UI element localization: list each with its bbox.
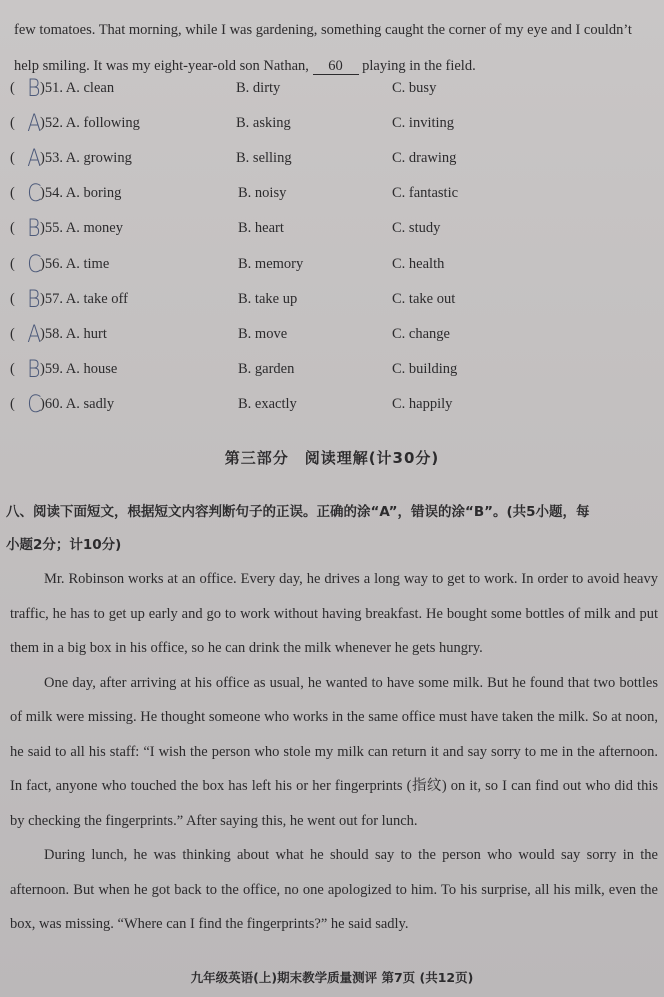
option-a: )58. A. hurt bbox=[40, 326, 107, 342]
option-c: C. drawing bbox=[392, 150, 457, 166]
open-paren: ( bbox=[10, 220, 15, 236]
option-b: B. garden bbox=[238, 361, 295, 377]
intro-line-2-tail: playing in the field. bbox=[362, 58, 476, 74]
question-row bbox=[10, 74, 656, 104]
intro-line-1: few tomatoes. That morning, while I was gardening, something caught the corner of my eye and I couldn’t bbox=[14, 22, 632, 38]
handwritten-answer: B bbox=[27, 74, 41, 102]
handwritten-answer: B bbox=[27, 285, 41, 313]
option-a: )55. A. money bbox=[40, 220, 123, 236]
option-a: )60. A. sadly bbox=[40, 396, 115, 412]
intro-line-2 bbox=[14, 58, 656, 75]
question-row bbox=[10, 109, 656, 139]
option-b: B. selling bbox=[236, 150, 292, 166]
open-paren: ( bbox=[10, 396, 15, 412]
intro-line-2-text: help smiling. It was my eight-year-old son Nathan, bbox=[14, 58, 309, 74]
option-a: )56. A. time bbox=[40, 256, 110, 272]
option-c: C. happily bbox=[392, 396, 453, 412]
question-row bbox=[10, 214, 656, 244]
option-c: C. inviting bbox=[392, 115, 455, 131]
option-b: B. dirty bbox=[236, 80, 281, 96]
section-title: 第三部分 阅读理解(计30分) bbox=[224, 449, 440, 467]
passage-paragraph-1: Mr. Robinson works at an office. Every day, he drives a long way to get to work. In order to avoid heavy traffic, he has to get up early and go to work without having breakfast. He bought some bottles of milk and put them in a big box in his office, so he can drink the milk whenever he gets hungry. bbox=[10, 571, 658, 656]
open-paren: ( bbox=[10, 80, 15, 96]
option-c: C. take out bbox=[392, 291, 456, 307]
question-row bbox=[10, 179, 656, 209]
option-a: )59. A. house bbox=[40, 361, 118, 377]
handwritten-answer: C bbox=[27, 179, 42, 207]
open-paren: ( bbox=[10, 185, 15, 201]
handwritten-answer: B bbox=[27, 214, 41, 242]
option-a: )51. A. clean bbox=[40, 80, 115, 96]
instructions-line-1: 八、阅读下面短文，根据短文内容判断句子的正误。正确的涂“A”，错误的涂“B”。(共5小题，每 bbox=[6, 504, 590, 520]
open-paren: ( bbox=[10, 291, 15, 307]
handwritten-answer: B bbox=[27, 355, 41, 383]
instructions-line-2: 小题2分；计10分) bbox=[6, 537, 122, 553]
question-row bbox=[10, 390, 656, 420]
open-paren: ( bbox=[10, 361, 15, 377]
page-footer: 九年级英语(上)期末教学质量测评 第7页 (共12页) bbox=[190, 970, 474, 985]
option-b: B. take up bbox=[238, 291, 298, 307]
option-b: B. asking bbox=[236, 115, 291, 131]
option-a: )57. A. take off bbox=[40, 291, 128, 307]
open-paren: ( bbox=[10, 326, 15, 342]
option-b: B. memory bbox=[238, 256, 304, 272]
option-a: )52. A. following bbox=[40, 115, 140, 131]
passage-paragraph-2: One day, after arriving at his office as usual, he wanted to have some milk. But he found that two bottles of milk were missing. He thought someone who works in the same office must have taken the milk. So at noon, he said to all his staff: “I wish the person who stole my milk can return it and say sorry to me in the afternoon. In fact, anyone who touched the box has left his or her fingerprints (指纹) on it, so I can find out who did this by checking the fingerprints.” After saying this, he went out for lunch. bbox=[10, 674, 658, 829]
option-c: C. fantastic bbox=[392, 185, 459, 201]
option-b: B. move bbox=[238, 326, 288, 342]
option-a: )53. A. growing bbox=[40, 150, 132, 166]
reading-passage bbox=[10, 562, 658, 942]
passage-paragraph-3: During lunch, he was thinking about what he should say to the person who would say sorry in the afternoon. But when he got back to the office, no one apologized to him. To his surprise, all his milk, even the box, was missing. “Where can I find the fingerprints?” he said sadly. bbox=[10, 847, 658, 932]
handwritten-answer: C bbox=[27, 250, 42, 278]
open-paren: ( bbox=[10, 115, 15, 131]
question-row bbox=[10, 250, 656, 280]
handwritten-answer: C bbox=[27, 390, 42, 418]
option-a: )54. A. boring bbox=[40, 185, 122, 201]
handwritten-answer: A bbox=[27, 144, 42, 172]
open-paren: ( bbox=[10, 150, 15, 166]
option-c: C. health bbox=[392, 256, 445, 272]
option-b: B. exactly bbox=[238, 396, 297, 412]
option-c: C. busy bbox=[392, 80, 437, 96]
option-b: B. noisy bbox=[238, 185, 287, 201]
question-row bbox=[10, 355, 656, 385]
option-c: C. building bbox=[392, 361, 458, 377]
option-c: C. change bbox=[392, 326, 450, 342]
question-row bbox=[10, 144, 656, 174]
question-row bbox=[10, 320, 656, 350]
open-paren: ( bbox=[10, 256, 15, 272]
option-c: C. study bbox=[392, 220, 441, 236]
option-b: B. heart bbox=[238, 220, 284, 236]
question-row bbox=[10, 285, 656, 315]
handwritten-answer: A bbox=[27, 109, 42, 137]
blank-60: 60 bbox=[313, 59, 359, 75]
handwritten-answer: A bbox=[27, 320, 42, 348]
